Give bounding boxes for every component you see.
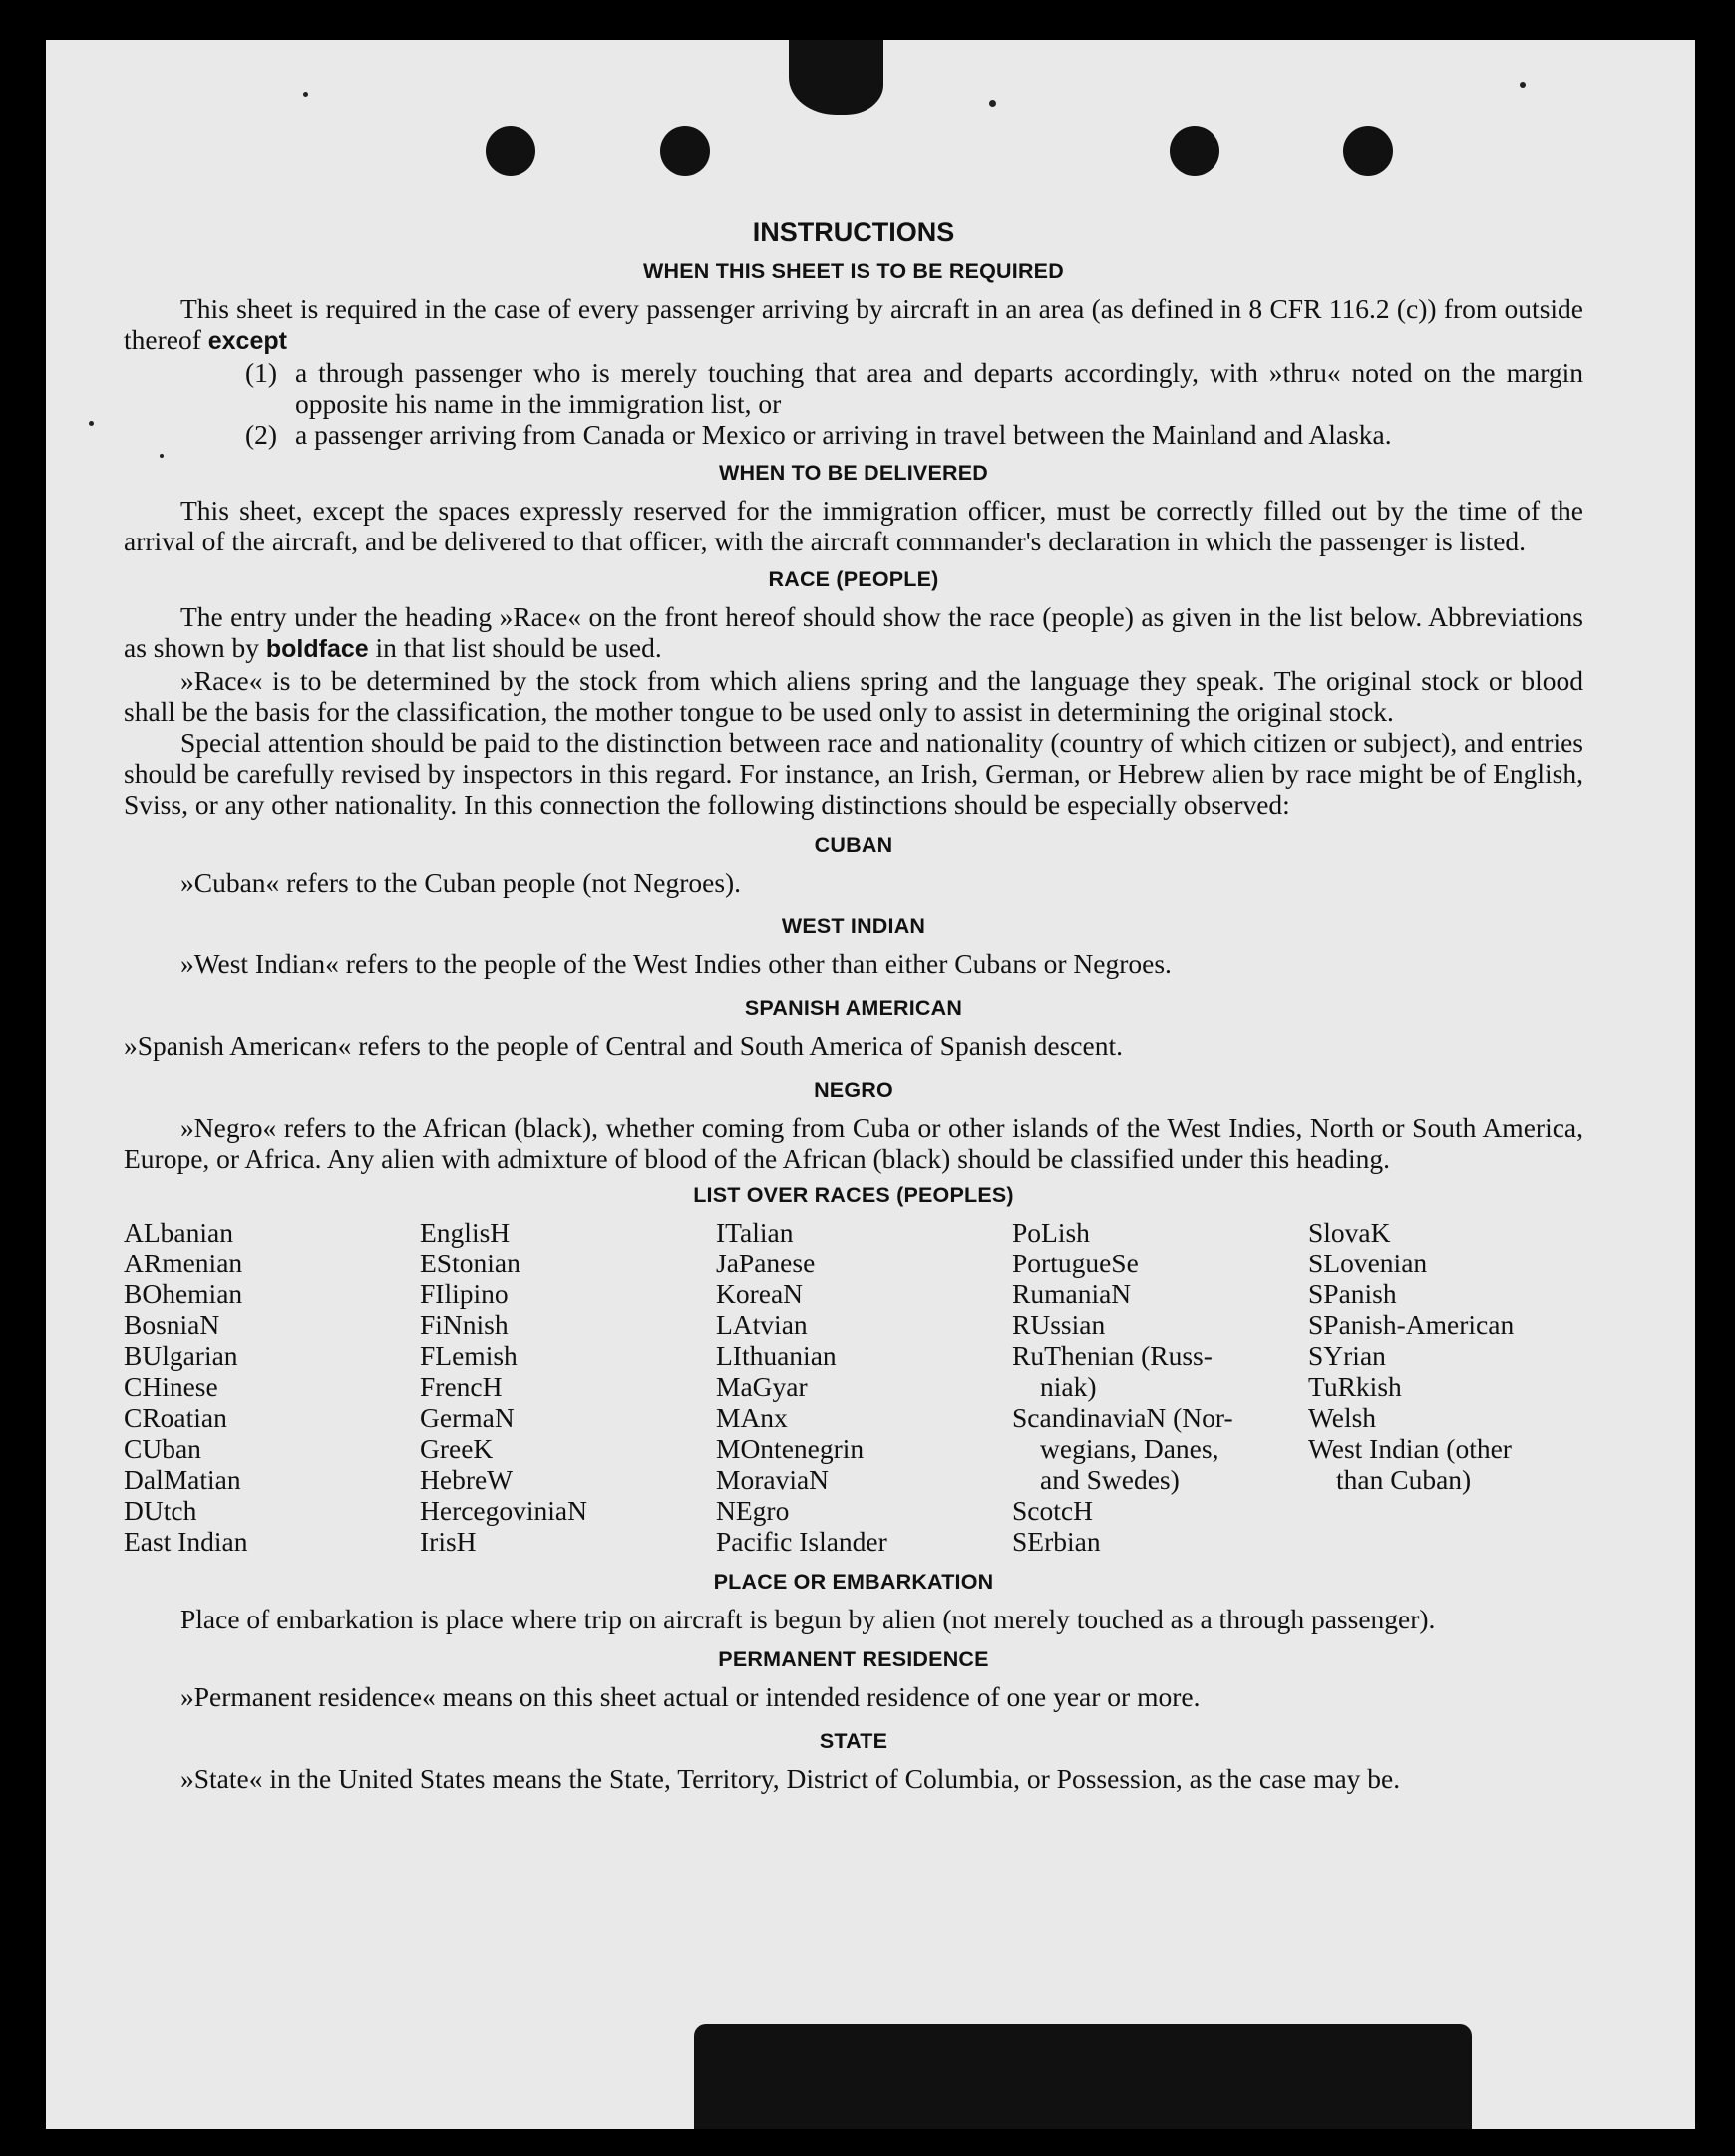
- paragraph: »Race« is to be determined by the stock from which aliens spring and the language they speak. The original stock or blood shall be the basis for the classification, the mother tongue to be used only to assist in determining the original stock.: [124, 665, 1583, 727]
- list-item: MOntenegrin: [716, 1433, 865, 1464]
- list-item: LIthuanian: [716, 1340, 837, 1371]
- paragraph: »State« in the United States means the State, Territory, District of Columbia, or Possession, as the case may be.: [180, 1763, 1401, 1794]
- paragraph: Special attention should be paid to the distinction between race and nationality (country of which citizen or subject), and entries should be carefully revised by inspectors in this regard. For instance, an Irish, German, or Hebrew alien by race might be of English, Sviss, or any other nationality. In this connection the following distinctions should be especially observed:: [124, 727, 1583, 820]
- section-heading: STATE: [819, 1729, 888, 1753]
- punch-hole: [660, 126, 710, 176]
- paragraph: »Permanent residence« means on this sheet actual or intended residence of one year or more.: [180, 1681, 1201, 1712]
- list-item: RuThenian (Russ-: [1012, 1340, 1213, 1371]
- list-item: ITalian: [716, 1217, 794, 1248]
- list-item: [245, 357, 1583, 419]
- list-item: SPanish-American: [1308, 1309, 1515, 1340]
- punch-hole: [486, 126, 535, 176]
- list-item: [245, 419, 1583, 450]
- paragraph: »Spanish American« refers to the people of Central and South America of Spanish descent.: [124, 1030, 1123, 1061]
- list-item: niak): [1040, 1371, 1097, 1402]
- paragraph: The entry under the heading »Race« on the front hereof should show the race (people) as given in the list below. Abbreviations as shown by boldface in that list should be used.: [124, 601, 1583, 663]
- speck: [89, 421, 94, 426]
- list-item: SErbian: [1012, 1526, 1101, 1557]
- list-item: FIlipino: [420, 1278, 509, 1309]
- list-item: ARmenian: [124, 1248, 243, 1278]
- list-item: SPanish: [1308, 1278, 1397, 1309]
- list-item: SLovenian: [1308, 1248, 1428, 1278]
- list-item: ScotcH: [1012, 1495, 1093, 1526]
- races-list: [124, 1217, 1583, 1557]
- list-item: RumaniaN: [1012, 1278, 1132, 1309]
- list-item: FLemish: [420, 1340, 518, 1371]
- punch-hole: [1170, 126, 1219, 176]
- list-item: East Indian: [124, 1526, 248, 1557]
- speck: [303, 92, 308, 97]
- item-number: (2): [245, 419, 278, 450]
- ink-blot: [789, 40, 883, 115]
- page-title: INSTRUCTIONS: [752, 217, 955, 247]
- section-heading: PERMANENT RESIDENCE: [718, 1647, 989, 1671]
- list-item: EnglisH: [420, 1217, 511, 1248]
- list-item: CUban: [124, 1433, 201, 1464]
- list-item: FrencH: [420, 1371, 503, 1402]
- list-item: CRoatian: [124, 1402, 227, 1433]
- paragraph: This sheet is required in the case of every passenger arriving by aircraft in an area (as defined in 8 CFR 116.2 (c)) from outside thereof except: [124, 293, 1583, 355]
- list-item: SYrian: [1308, 1340, 1386, 1371]
- section-heading: RACE (PEOPLE): [768, 567, 939, 591]
- list-item: MAnx: [716, 1402, 788, 1433]
- section-heading: PLACE OR EMBARKATION: [713, 1570, 994, 1594]
- list-item: HercegoviniaN: [420, 1495, 587, 1526]
- list-item: IrisH: [420, 1526, 477, 1557]
- paragraph: This sheet, except the spaces expressly reserved for the immigration officer, must be correctly filled out by the time of the arrival of the aircraft, and be delivered to that officer, with the aircraft commander's declaration in which the passenger is listed.: [124, 495, 1583, 556]
- list-item: EStonian: [420, 1248, 520, 1278]
- paragraph: »Cuban« refers to the Cuban people (not Negroes).: [180, 867, 742, 898]
- list-item: DUtch: [124, 1495, 197, 1526]
- list-item: PortugueSe: [1012, 1248, 1139, 1278]
- list-item: FiNnish: [420, 1309, 509, 1340]
- list-item: PoLish: [1012, 1217, 1090, 1248]
- races-column: [716, 1217, 1012, 1557]
- speck: [989, 100, 996, 107]
- list-item: BUlgarian: [124, 1340, 238, 1371]
- list-item: West Indian (other: [1308, 1433, 1512, 1464]
- list-item: DalMatian: [124, 1464, 241, 1495]
- section-heading: CUBAN: [814, 833, 893, 857]
- list-item: wegians, Danes,: [1040, 1433, 1219, 1464]
- list-item: HebreW: [420, 1464, 514, 1495]
- section-heading: LIST OVER RACES (PEOPLES): [693, 1183, 1014, 1207]
- item-text: a through passenger who is merely touching that area and departs accordingly, with »thru« noted on the margin opposite his name in the immigration list, or: [295, 357, 1583, 419]
- section-heading: NEGRO: [814, 1078, 893, 1102]
- races-column: [1308, 1217, 1604, 1557]
- list-item: SlovaK: [1308, 1217, 1391, 1248]
- section-heading: WHEN TO BE DELIVERED: [719, 461, 988, 485]
- section-heading: WHEN THIS SHEET IS TO BE REQUIRED: [643, 259, 1064, 283]
- list-item: JaPanese: [716, 1248, 816, 1278]
- list-item: Pacific Islander: [716, 1526, 887, 1557]
- races-column: [420, 1217, 716, 1557]
- item-number: (1): [245, 357, 278, 388]
- list-item: ScandinaviaN (Nor-: [1012, 1402, 1233, 1433]
- list-item: LAtvian: [716, 1309, 808, 1340]
- list-item: NEgro: [716, 1495, 790, 1526]
- list-item: BosniaN: [124, 1309, 220, 1340]
- paragraph: »West Indian« refers to the people of the West Indies other than either Cubans or Negroes.: [180, 948, 1172, 979]
- list-item: GreeK: [420, 1433, 494, 1464]
- list-item: CHinese: [124, 1371, 218, 1402]
- document-sheet: [46, 40, 1695, 2129]
- speck: [1520, 82, 1526, 88]
- list-item: BOhemian: [124, 1278, 243, 1309]
- list-item: GermaN: [420, 1402, 515, 1433]
- list-item: TuRkish: [1308, 1371, 1402, 1402]
- races-column: [1012, 1217, 1308, 1557]
- list-item: ALbanian: [124, 1217, 233, 1248]
- races-column: [124, 1217, 420, 1557]
- list-item: KoreaN: [716, 1278, 804, 1309]
- punch-hole: [1343, 126, 1393, 176]
- section-heading: WEST INDIAN: [781, 914, 926, 938]
- list-item: MaGyar: [716, 1371, 808, 1402]
- paragraph: »Negro« refers to the African (black), whether coming from Cuba or other islands of the West Indies, North or South America, Europe, or Africa. Any alien with admixture of blood of the African (black) should be classified under this heading.: [124, 1112, 1583, 1174]
- ink-blot: [694, 2024, 1472, 2129]
- list-item: than Cuban): [1336, 1464, 1472, 1495]
- list-item: Welsh: [1308, 1402, 1377, 1433]
- list-item: RUssian: [1012, 1309, 1106, 1340]
- section-heading: SPANISH AMERICAN: [744, 996, 963, 1020]
- list-item: MoraviaN: [716, 1464, 830, 1495]
- paragraph: Place of embarkation is place where trip on aircraft is begun by alien (not merely touched as a through passenger).: [180, 1604, 1436, 1634]
- instructions-content: [124, 217, 1583, 1794]
- list-item: and Swedes): [1040, 1464, 1180, 1495]
- item-text: a passenger arriving from Canada or Mexico or arriving in travel between the Mainland and Alaska.: [295, 419, 1392, 450]
